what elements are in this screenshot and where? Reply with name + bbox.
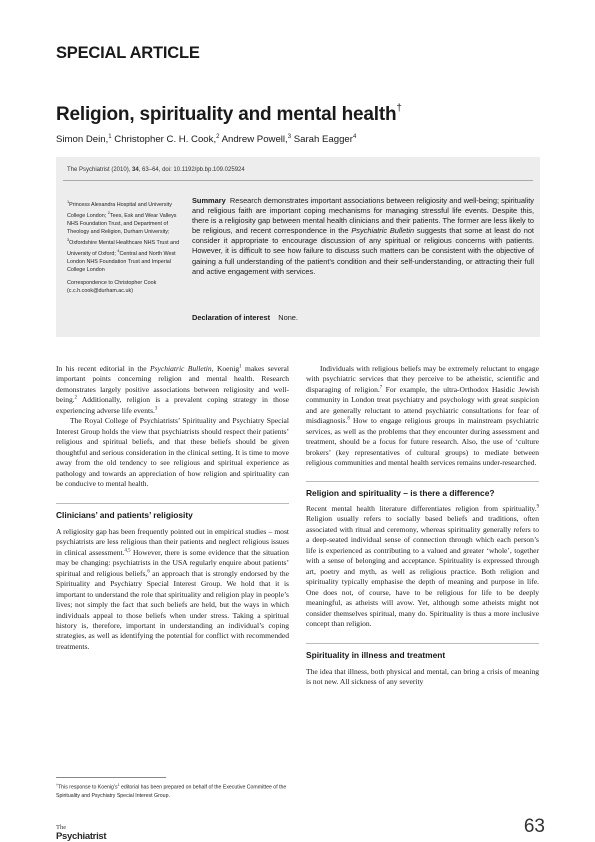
journal-logo-mark: The xyxy=(56,824,67,831)
citation-ref: 1 xyxy=(117,783,120,787)
summary-paragraph xyxy=(192,196,534,277)
footnote-rule xyxy=(56,777,166,778)
body-text: A religiosity gap has been frequently pointed out in empirical studies – most psychiatrists are less religious than their patients and neglect religious issues in clinical assessment. xyxy=(56,526,289,557)
body-paragraph: The Royal College of Psychiatrists’ Spirituality and Psychiatry Special Interest Group holds the view that psychiatrists should respect their patients’ religious and spiritual beliefs, and that these beliefs should be given thoughtful and serious consideration in the clinical setting. It is time to move away from the old tendency to see religious and spiritual experience as pathology and towards an appreciation of how religion and spirituality can be conducive to mental health. xyxy=(56,416,289,488)
author-name: Simon Dein, xyxy=(56,134,109,146)
info-box-divider xyxy=(63,180,533,181)
section-heading: Clinicians’ and patients’ religiosity xyxy=(56,510,193,521)
declaration-label: Declaration of interest xyxy=(192,313,271,322)
affiliation-list xyxy=(67,198,189,274)
section-label: SPECIAL ARTICLE xyxy=(56,44,200,62)
body-paragraph xyxy=(306,364,539,469)
body-text: Religion usually refers to socially based beliefs and traditions, often associated with ritual and ceremony, whereas spirituality generally refers to a deep-seated individual sense of connection through which each person’s life is experienced as contributing to a valued and greater ‘whole’, together with a sense of belonging and acceptance. Spirituality is expressed through art, poetry and myth, as well as religious practice. Both religion and spirituality typically emphasise the depth of meaning and purpose in life. One does not, of course, have to be religious for life to be deeply meaningful, as atheists will avow. Yet, although some atheists might not consider themselves spiritual, many do. Spirituality is thus a more inclusive concept than religion. xyxy=(306,514,539,628)
body-paragraph xyxy=(56,364,289,416)
citation-ref: 2 xyxy=(74,395,78,401)
citation-prefix: The Psychiatrist (2010), xyxy=(67,167,133,173)
citation-ref: 8 xyxy=(347,416,350,422)
section-heading: Religion and spirituality – is there a difference? xyxy=(306,487,495,498)
author-name: Sarah Eagger xyxy=(291,134,353,146)
body-paragraph xyxy=(56,527,289,652)
body-text: Recent mental health literature differentiates religion from spirituality. xyxy=(306,503,537,513)
footnote-mark: † xyxy=(56,783,58,787)
author-list xyxy=(56,134,356,145)
journal-logo: Psychiatrist xyxy=(56,831,107,842)
section-rule xyxy=(306,481,539,482)
correspondence: Correspondence to Christopher Cook (c.c.h.cook@durham.ac.uk) xyxy=(67,279,157,295)
summary-label: Summary xyxy=(192,196,226,205)
body-paragraph xyxy=(306,504,539,629)
author-affiliation-mark: 4 xyxy=(352,134,357,140)
citation-ref: 9 xyxy=(536,504,539,510)
body-text: Individuals with religious beliefs may be extremely reluctant to engage with psychiatric services that they perceive to be atheistic, scientific and disparaging of religion. xyxy=(306,364,539,394)
declaration-value: None. xyxy=(278,313,298,322)
citation-ref: 1 xyxy=(239,364,242,370)
citation-ref: 3 xyxy=(154,406,158,412)
citation-ref: 6 xyxy=(147,569,150,575)
declaration-of-interest xyxy=(192,313,298,322)
footnote-text: This response to Koenig’s xyxy=(58,784,118,791)
author-affiliation-mark: 1 xyxy=(108,134,112,140)
article-title-text: Religion, spirituality and mental health xyxy=(56,104,397,125)
citation-ref: 7 xyxy=(379,385,383,391)
author-name: Andrew Powell, xyxy=(219,134,288,146)
footnote-text: editorial has been prepared on behalf of the Executive Committee of the Spirituality and Psychiatry Special Interest Group. xyxy=(56,784,287,799)
section-rule xyxy=(306,643,539,644)
right-column xyxy=(306,364,539,688)
affiliation-text: Princess Alexandra Hospital and University College London; xyxy=(67,201,172,219)
summary-text: Research demonstrates important associations between religiosity and well-being; spirituality and religious faith are important coping mechanisms for managing stressful life events. Despite this, there is a religiosity gap between mental health clinicians and their patients. The former are less likely to be religious, and recent correspondence in the xyxy=(192,196,534,236)
summary-journal-name: Psychiatric Bulletin xyxy=(351,226,415,236)
article-title xyxy=(56,104,402,126)
body-text: In his recent editorial in the xyxy=(56,364,151,373)
affiliation-mark: 4 xyxy=(117,248,120,253)
affiliation-text: Oxfordshire Mental Healthcare NHS Trust and University of Oxford; xyxy=(67,239,180,257)
page-number: 63 xyxy=(523,816,545,837)
author-name: Christopher C. H. Cook, xyxy=(111,134,217,146)
affiliations xyxy=(67,198,189,295)
citation-suffix: , 63–64, doi: 10.1192/pb.bp.109.025924 xyxy=(138,167,245,173)
affiliation-mark: 2 xyxy=(107,210,110,215)
body-text: , Koenig xyxy=(211,364,240,373)
section-rule xyxy=(56,503,289,504)
left-column xyxy=(56,364,289,652)
body-text: makes several important points concerning religion and mental health. Research demonstrates largely positive associations between religiosity and well-being. xyxy=(56,364,289,405)
title-footnote-mark: † xyxy=(396,102,402,114)
affiliation-text: Central and North West London NHS Foundation Trust and Imperial College London xyxy=(67,250,176,273)
body-paragraph: The idea that illness, both physical and mental, can bring a crisis of meaning is not new. All sickness of any severity xyxy=(306,666,539,687)
affiliation-mark: 3 xyxy=(67,237,70,242)
footnote xyxy=(56,782,296,800)
body-text: However, there is some evidence that the situation may be changing: psychiatrists in the USA regularly enquire about patients’ spiritual and religious beliefs, xyxy=(56,547,290,578)
citation-ref: 4,5 xyxy=(124,548,131,554)
body-text: Additionally, religion is a prevalent coping strategy in those experiencing adverse life events. xyxy=(56,395,289,415)
body-text: How to engage religious groups in mainstream psychiatric services, as well as the problems that they encounter during assessment and treatment, should be a focus for future research. Also, the use of ‘culture brokers’ (key representatives of cultural groups) to mediate between religious communities and mental health services remains under-researched. xyxy=(306,416,539,468)
journal-name: Psychiatric Bulletin xyxy=(150,364,212,373)
affiliation-text: Tees, Esk and Wear Valleys NHS Foundation Trust, and Department of Theology and Religion, Durham University; xyxy=(67,212,177,235)
body-text: an approach that is strongly endorsed by the Spirituality and Psychiatry Special Interest Group. We hold that it is important to understand the role that spirituality and religion play in people’s lives; not simply the fact that such beliefs are held, but the ways in which individuals appeal to those beliefs when under stress. Taking a spiritual history is, therefore, important in understanding an individual’s coping strategies, as well as identifying the potential for conflict with recommended treatments. xyxy=(56,568,289,651)
summary-text: suggests that some at least do not consider it appropriate to encourage discussion of any spiritual or religious concerns with patients. However, it is difficult to see how failure to discuss such matters can be consistent with the objective of gaining a full understanding of the patient’s condition and their self-understanding, or attracting their full and active engagement with services. xyxy=(192,226,534,276)
summary xyxy=(192,196,534,277)
author-affiliation-mark: 2 xyxy=(216,134,220,140)
affiliation-mark: 1 xyxy=(67,200,70,204)
body-text: For example, the ultra-Orthodox Hasidic Jewish community in London treat psychiatry and psychology with great suspicion and are generally reluctant to attend psychiatric consultations for fear of misdiagnosis. xyxy=(306,384,540,426)
section-heading: Spirituality in illness and treatment xyxy=(306,650,446,661)
author-affiliation-mark: 3 xyxy=(287,134,292,140)
citation-line xyxy=(67,167,245,173)
citation-volume: 34 xyxy=(132,167,139,173)
